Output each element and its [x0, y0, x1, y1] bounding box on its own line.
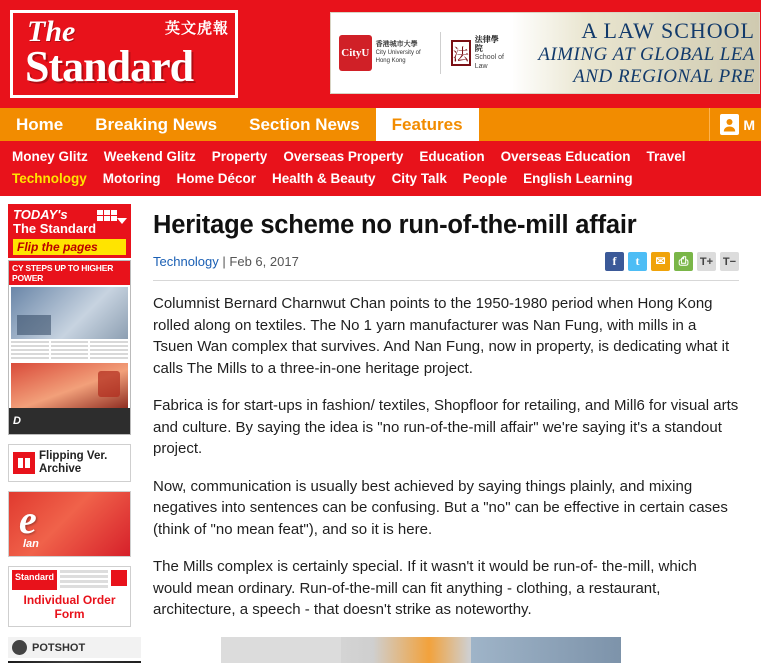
school-of-law-logo: [451, 35, 505, 71]
subnav-item-property[interactable]: Property: [211, 149, 268, 164]
facebook-share-icon[interactable]: f: [605, 252, 624, 271]
order-form-badge: Standard: [12, 570, 57, 590]
content-area: [0, 196, 761, 663]
subnav-item-english-learning[interactable]: English Learning: [523, 171, 633, 186]
elan-magazine-promo[interactable]: [8, 491, 131, 557]
nav-item-features[interactable]: Features: [376, 108, 479, 141]
article-bottom-image: [221, 637, 621, 663]
potshot-label: POTSHOT: [32, 641, 86, 654]
order-form-title-line-2: Form: [54, 607, 85, 621]
law-name: [475, 35, 505, 71]
subnav-item-health-and-beauty[interactable]: Health & Beauty: [272, 171, 376, 186]
banner-line-2: AIMING AT GLOBAL LEA: [538, 44, 755, 65]
paper-thumbnail-columns: [11, 341, 128, 361]
chevron-down-icon[interactable]: [117, 218, 127, 224]
flipping-version-line-2: Archive: [39, 463, 82, 475]
paper-thumbnail-headline: CY STEPS UP TO HIGHER POWER: [9, 261, 130, 285]
todays-paper-widget[interactable]: [8, 204, 131, 258]
order-form-lines: [60, 570, 108, 590]
banner-sponsor-logos: [331, 13, 513, 93]
sidebar: [0, 196, 133, 663]
book-icon: [13, 452, 35, 474]
subnav-item-weekend-glitz[interactable]: Weekend Glitz: [103, 149, 196, 164]
cityu-name-cn: 香港城市大學: [375, 41, 418, 48]
potshot-widget[interactable]: [8, 637, 141, 658]
nav-item-home[interactable]: Home: [16, 114, 64, 134]
flipping-version-line-1: Flipping Ver.: [39, 450, 108, 462]
sub-navigation: [0, 141, 761, 196]
article-date: Feb 6, 2017: [229, 254, 299, 269]
article-body: [153, 293, 739, 621]
cityu-mark-icon: [339, 35, 372, 71]
paper-front-page-thumbnail[interactable]: [8, 260, 131, 435]
cityu-mark-label: CityU: [341, 47, 370, 59]
sub-navigation-row-2: [12, 168, 751, 190]
subnav-item-education[interactable]: Education: [419, 149, 485, 164]
paper-thumbnail-footer: D: [9, 408, 130, 434]
law-name-cn: 法律學院: [474, 35, 499, 53]
account-label[interactable]: M: [743, 116, 755, 133]
banner-headline: [513, 13, 759, 93]
logo-the-text: The: [27, 15, 76, 48]
paper-thumbnail-column: [11, 341, 49, 361]
page-title: Heritage scheme no run-of-the-mill affair: [153, 211, 637, 239]
cityu-name: [376, 41, 430, 65]
subnav-item-technology[interactable]: Technology: [12, 171, 87, 186]
article: [133, 196, 761, 663]
law-mark-icon: 法: [451, 40, 471, 66]
individual-order-form-promo[interactable]: [8, 566, 131, 627]
masthead: [0, 0, 761, 108]
article-paragraph: The Mills complex is certainly special. If it wasn't it would be run-of- the-mill, which would mean ordinary. Run-of-the-mill can fit anything - clothing, a restaurant, architecture, a speech - that doesn't strike as noteworthy.: [153, 558, 697, 618]
cityu-name-en: City University of Hong Kong: [375, 50, 421, 64]
grid-icon: [97, 210, 117, 221]
advertisement-banner[interactable]: [330, 12, 760, 94]
order-form-top: [9, 567, 130, 593]
user-icon[interactable]: [720, 114, 739, 135]
subnav-item-overseas-education[interactable]: Overseas Education: [500, 149, 631, 164]
site-logo[interactable]: [10, 10, 238, 98]
main-navigation: [0, 108, 761, 141]
elan-logo-letter: e: [19, 497, 37, 542]
article-paragraph: Now, communication is usually best achieved by saying things plainly, and mixing negatives into sentences can be confusing. But a "no" can be effective in certain cases (think of "no mean feat"), and so it is here.: [153, 477, 728, 538]
banner-divider: [440, 32, 441, 74]
subnav-item-motoring[interactable]: Motoring: [102, 171, 161, 186]
flipping-version-label: [39, 450, 107, 476]
elan-logo-sub: lan: [23, 538, 39, 550]
law-name-en: School of Law: [474, 54, 504, 70]
nav-item-section-news[interactable]: Section News: [249, 114, 360, 134]
email-share-icon[interactable]: ✉: [651, 252, 670, 271]
paper-thumbnail-photo-top: [11, 287, 128, 339]
subnav-item-money-glitz[interactable]: Money Glitz: [12, 149, 88, 164]
todays-paper-line-1: TODAY's: [13, 207, 68, 222]
flipping-version-archive-link[interactable]: [8, 444, 131, 482]
subnav-item-overseas-property[interactable]: Overseas Property: [283, 149, 404, 164]
subnav-item-travel[interactable]: Travel: [646, 149, 686, 164]
article-meta: [153, 254, 299, 269]
article-meta-row: [153, 252, 739, 281]
subnav-item-home-decor[interactable]: Home Décor: [176, 171, 257, 186]
article-meta-separator: |: [222, 254, 226, 269]
todays-paper-line-2: The Standard: [13, 221, 97, 236]
cityu-logo: [339, 35, 430, 71]
article-paragraph: Columnist Bernard Charnwut Chan points to the 1950-1980 period when Hong Kong rolled along on textiles. The No 1 yarn manufacturer was Nan Fung, with mills in a Tsuen Wan complex that survives. And Nan Fung, now in property, is dedicating what it calls The Mills to a three-in-one heritage project.: [153, 295, 730, 377]
text-increase-icon[interactable]: T+: [697, 252, 716, 271]
banner-line-1: A LAW SCHOOL: [581, 18, 755, 43]
article-paragraph: Fabrica is for start-ups in fashion/ textiles, Shopfloor for retailing, and Mill6 for visual arts and culture. By saying the idea is "no run-of-the-mill affair" we're saying it's a standout project.: [153, 397, 739, 457]
account-area[interactable]: [709, 108, 761, 141]
paper-thumbnail-column: [90, 341, 128, 361]
subnav-item-city-talk[interactable]: City Talk: [391, 171, 447, 186]
paper-thumbnail-photo-bottom: [11, 363, 128, 409]
subnav-item-people[interactable]: People: [462, 171, 508, 186]
logo-standard-text: Standard: [25, 42, 194, 91]
text-decrease-icon[interactable]: T−: [720, 252, 739, 271]
article-category-link[interactable]: Technology: [153, 254, 219, 269]
print-icon[interactable]: ⎙: [674, 252, 693, 271]
sub-navigation-row-1: [12, 146, 751, 168]
order-form-title-line-1: Individual Order: [23, 593, 116, 607]
twitter-share-icon[interactable]: t: [628, 252, 647, 271]
order-form-square-icon: [111, 570, 127, 586]
logo-chinese-text: 英文虎報: [164, 20, 229, 37]
paper-thumbnail-column: [51, 341, 89, 361]
nav-item-breaking-news[interactable]: Breaking News: [95, 114, 218, 134]
banner-line-3: AND REGIONAL PRE: [573, 66, 755, 87]
camera-icon: [12, 640, 27, 655]
share-toolbar: [605, 252, 739, 271]
flip-the-pages-button[interactable]: Flip the pages: [13, 239, 126, 255]
